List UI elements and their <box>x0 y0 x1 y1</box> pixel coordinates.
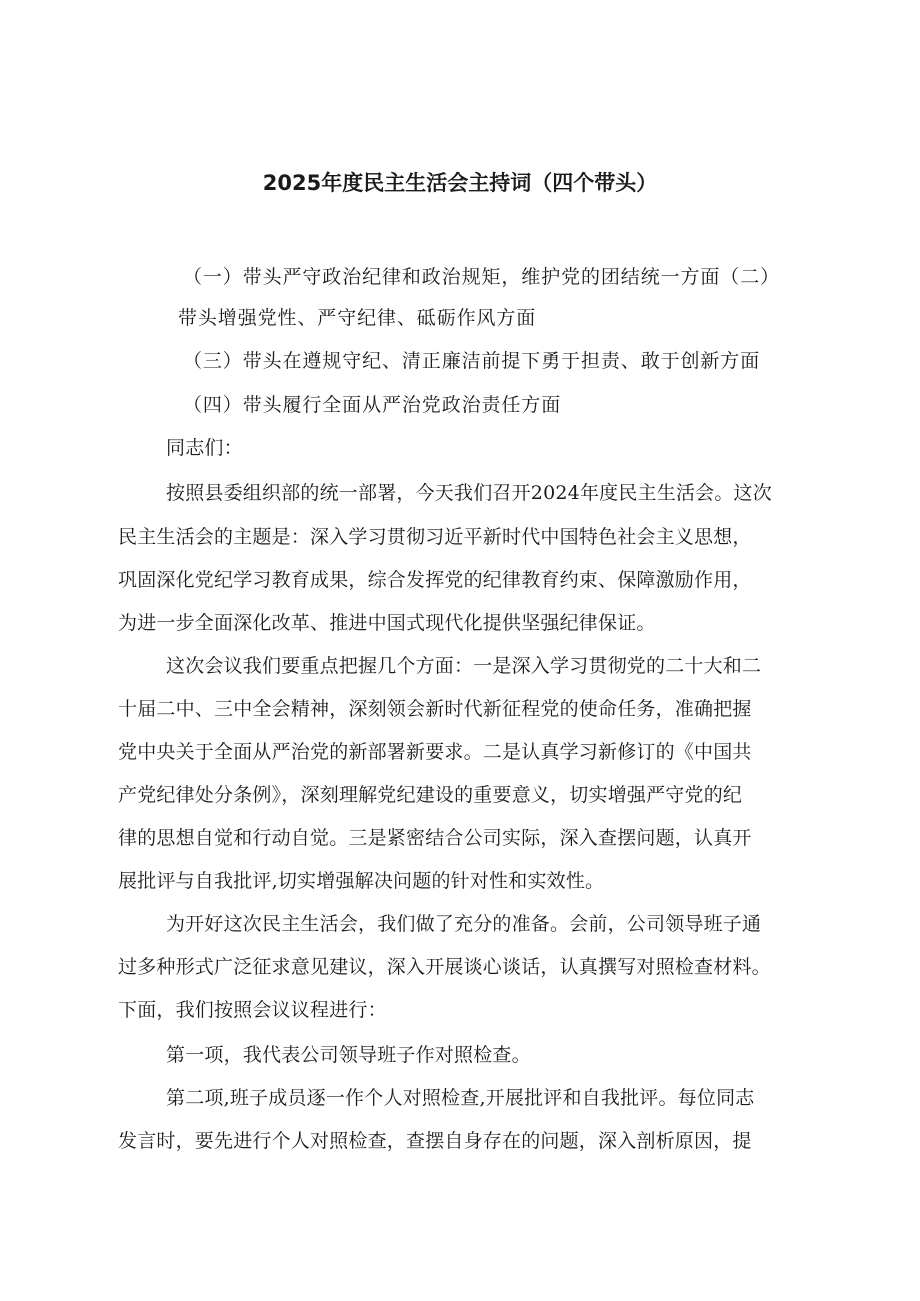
body-line: 律的思想自觉和行动自觉。三是紧密结合公司实际，深入查摆问题，认真开 <box>118 827 752 849</box>
salutation: 同志们： <box>166 437 243 459</box>
body-line: 巩固深化党纪学习教育成果，综合发挥党的纪律教育约束、保障激励作用， <box>118 569 752 591</box>
body-line: 展批评与自我批评,切实增强解决问题的针对性和实效性。 <box>118 870 605 892</box>
body-line: 第一项，我代表公司领导班子作对照检查。 <box>166 1044 531 1066</box>
body-line: 产党纪律处分条例》，深刻理解党纪建设的重要意义，切实增强严守党的纪 <box>118 784 743 806</box>
body-line: 党中央关于全面从严治党的新部署新要求。二是认真学习新修订的《中国共 <box>118 741 752 763</box>
toc-line: （一）带头严守政治纪律和政治规矩，维护党的团结统一方面（二） <box>183 266 781 288</box>
body-line: 为开好这次民主生活会，我们做了充分的准备。会前，公司领导班子通 <box>166 913 762 935</box>
body-line: 发言时，要先进行个人对照检查，查摆自身存在的问题，深入剖析原因，提 <box>118 1130 752 1152</box>
toc-line: （四）带头履行全面从严治党政治责任方面 <box>183 394 562 416</box>
body-line: 这次会议我们要重点把握几个方面：一是深入学习贯彻党的二十大和二 <box>166 655 762 677</box>
body-line: 第二项,班子成员逐一作个人对照检查,开展批评和自我批评。每位同志 <box>166 1087 755 1109</box>
body-line: 为进一步全面深化改革、推进中国式现代化提供坚强纪律保证。 <box>118 612 656 634</box>
document-title: 2025年度民主生活会主持词（四个带头） <box>262 171 658 195</box>
body-line: 民主生活会的主题是：深入学习贯彻习近平新时代中国特色社会主义思想， <box>118 526 752 548</box>
toc-line: 带头增强党性、严守纪律、砥砺作风方面 <box>178 307 537 329</box>
body-line: 过多种形式广泛征求意见建议，深入开展谈心谈话，认真撰写对照检查材料。 <box>118 956 771 978</box>
body-line: 按照县委组织部的统一部署，今天我们召开2024年度民主生活会。这次 <box>166 482 772 504</box>
body-line: 十届二中、三中全会精神，深刻领会新时代新征程党的使命任务，准确把握 <box>118 698 752 720</box>
toc-line: （三）带头在遵规守纪、清正廉洁前提下勇于担责、敢于创新方面 <box>183 350 761 372</box>
body-line: 下面，我们按照会议议程进行： <box>118 999 387 1021</box>
